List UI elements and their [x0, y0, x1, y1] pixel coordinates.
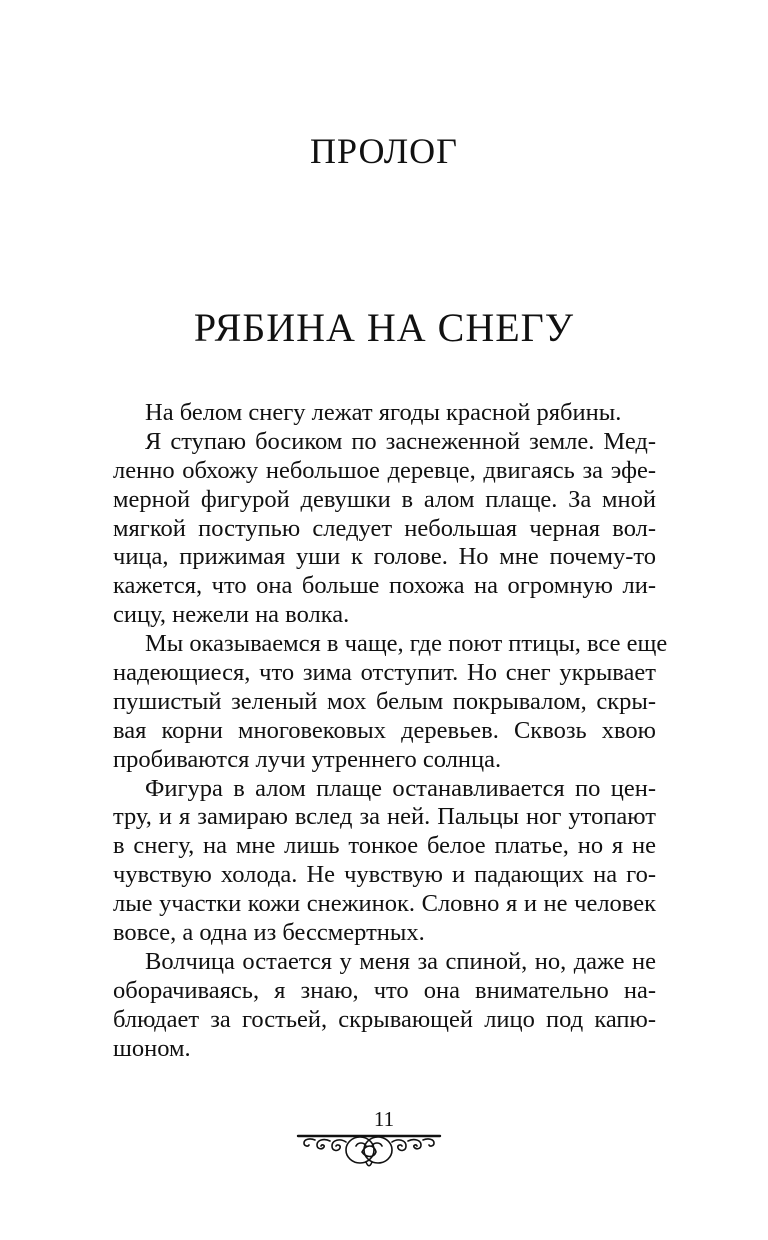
- text-line: Мы оказываемся в чаще, где поют птицы, все еще: [145, 630, 668, 658]
- text-line: мягкой поступью следует небольшая черная вол-: [113, 514, 656, 542]
- chapter-title: РЯБИНА НА СНЕГУ: [193, 305, 575, 350]
- text-line: кажется, что она больше похожа на огромную ли-: [113, 572, 656, 600]
- text-line: мерной фигурой девушки в алом плаще. За мной: [113, 485, 656, 513]
- section-title: ПРОЛОГ: [310, 131, 458, 171]
- text-line: вовсе, а одна из бессмертных.: [113, 919, 425, 947]
- text-line: пушистый зеленый мох белым покрывалом, скры-: [113, 687, 656, 715]
- text-line: в снегу, на мне лишь тонкое белое платье, но я не: [113, 832, 656, 860]
- text-line: тру, и я замираю вслед за ней. Пальцы ног утопают: [113, 803, 656, 831]
- text-line: надеющиеся, что зима отступит. Но снег укрывает: [113, 659, 656, 687]
- text-line: сицу, нежели на волка.: [113, 601, 350, 629]
- text-line: На белом снегу лежат ягоды красной рябины.: [145, 399, 622, 426]
- text-line: вая корни многовековых деревьев. Сквозь хвою: [113, 716, 656, 744]
- text-line: блюдает за гостьей, скрывающей лицо под капю-: [113, 1005, 656, 1033]
- text-line: чица, прижимая уши к голове. Но мне почему-то: [113, 543, 656, 571]
- text-line: чувствую холода. Не чувствую и падающих на го-: [113, 861, 656, 889]
- text-line: лые участки кожи снежинок. Словно я и не человек: [113, 890, 656, 918]
- text-line: Я ступаю босиком по заснеженной земле. Мед-: [145, 427, 656, 455]
- page-number: 11: [373, 1107, 395, 1131]
- text-line: Фигура в алом плаще останавливается по цен-: [145, 774, 656, 802]
- text-line: пробиваются лучи утреннего солнца.: [113, 745, 502, 773]
- text-line: шоном.: [113, 1034, 191, 1062]
- decorative-flourish-icon: [296, 1128, 442, 1168]
- text-line: Волчица остается у меня за спиной, но, даже не: [145, 947, 656, 975]
- text-line: оборачиваясь, я знаю, что она внимательно на-: [113, 976, 656, 1004]
- text-line: ленно обхожу небольшое деревце, двигаясь за эфе-: [113, 456, 656, 484]
- body-text: [113, 399, 668, 1063]
